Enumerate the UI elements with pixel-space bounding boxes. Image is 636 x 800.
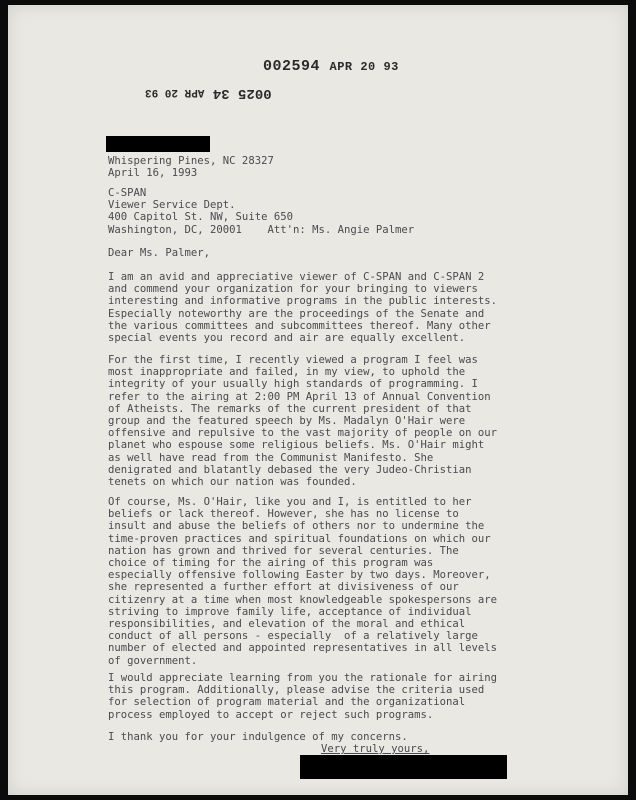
recipient-line: C-SPAN: [108, 187, 147, 199]
received-stamp: [263, 58, 399, 75]
text-line: For the first time, I recently viewed a program I feel was: [108, 354, 478, 366]
recipient-line: 400 Capitol St. NW, Suite 650: [108, 211, 293, 224]
inverted-received-stamp: [145, 85, 272, 101]
text-line: refer to the airing at 2:00 PM April 13 of Annual Convention: [108, 390, 491, 403]
text-line: insult and abuse the beliefs of others nor to undermine the: [108, 520, 485, 533]
sender-address: [108, 155, 274, 179]
letter-date: April 16, 1993: [108, 167, 198, 180]
text-line: beliefs or lack thereof. However, she has no license to: [108, 508, 459, 521]
redacted-signature: [300, 755, 507, 779]
recipient-line: Viewer Service Dept.: [108, 199, 236, 212]
text-line: as well have read from the Communist Manifesto. She: [108, 451, 434, 464]
closing: Very truly yours,: [321, 743, 430, 755]
recipient-address: [108, 187, 414, 236]
text-line: I am an avid and appreciative viewer of C-SPAN and C-SPAN 2: [108, 271, 485, 283]
redacted-sender-name: [106, 136, 210, 152]
inverted-stamp-date: APR 20 93: [145, 86, 205, 98]
text-line: group and the featured speech by Ms. Madalyn O'Hair were: [108, 415, 466, 428]
text-line: Of course, Ms. O'Hair, like you and I, is entitled to her: [108, 496, 472, 508]
text-line: responsibilities, and elevation of the moral and ethical: [108, 618, 466, 631]
text-line: the various committees and subcommittees thereof. Many other: [108, 319, 491, 332]
paragraph-3: [108, 496, 497, 667]
inverted-stamp-number: 0025 34: [212, 85, 272, 101]
text-line: striving to improve family life, acceptance of individual: [108, 605, 472, 618]
text-line: integrity of your usually high standards of programming. I: [108, 378, 478, 391]
recipient-line: Washington, DC, 20001 Att'n: Ms. Angie Palmer: [108, 223, 415, 236]
text-line: I thank you for your indulgence of my concerns.: [108, 731, 408, 743]
text-line: choice of timing for the airing of this program was: [108, 557, 434, 570]
text-line: special events you record and air are equally excellent.: [108, 332, 466, 345]
text-line: this program. Additionally, please advise the criteria used: [108, 684, 485, 697]
text-line: nation has grown and thrived for several centuries. The: [108, 544, 459, 557]
text-line: planet who espouse some religious beliefs. Ms. O'Hair might: [108, 439, 485, 452]
sender-line: Whispering Pines, NC 28327: [108, 155, 274, 167]
text-line: Especially noteworthy are the proceedings of the Senate and: [108, 307, 485, 320]
text-line: tenets on which our nation was founded.: [108, 476, 357, 489]
text-line: of government.: [108, 654, 198, 667]
text-line: of Atheists. The remarks of the current president of that: [108, 402, 472, 415]
text-line: she represented a further effort at divisiveness of our: [108, 581, 459, 594]
paragraph-2: [108, 354, 497, 488]
text-line: especially offensive following Easter by two days. Moreover,: [108, 569, 491, 582]
paragraph-1: [108, 271, 497, 344]
text-line: offensive and repulsive to the vast majority of people on our: [108, 427, 498, 440]
text-line: number of elected and appointed representatives in all levels: [108, 642, 498, 655]
text-line: and commend your organization for your bringing to viewers: [108, 283, 478, 296]
received-stamp-date: APR 20 93: [329, 60, 399, 74]
text-line: process employed to accept or reject such programs.: [108, 708, 434, 721]
paragraph-4: [108, 672, 497, 721]
paragraph-5: [108, 731, 408, 743]
letter-page: [8, 5, 628, 795]
text-line: interesting and informative programs in the public interests.: [108, 295, 498, 308]
text-line: I would appreciate learning from you the rationale for airing: [108, 672, 498, 684]
text-line: denigrated and blatantly debased the very Judeo-Christian: [108, 463, 472, 476]
text-line: time-proven practices and spiritual foundations on which our: [108, 532, 491, 545]
text-line: citizenry at a time when most knowledgeable spokespersons are: [108, 593, 498, 606]
text-line: most inappropriate and failed, in my view, to uphold the: [108, 366, 466, 379]
text-line: for selection of program material and the organizational: [108, 696, 466, 709]
salutation: Dear Ms. Palmer,: [108, 247, 211, 259]
received-stamp-number: 002594: [263, 58, 321, 75]
text-line: conduct of all persons - especially of a relatively large: [108, 630, 478, 643]
